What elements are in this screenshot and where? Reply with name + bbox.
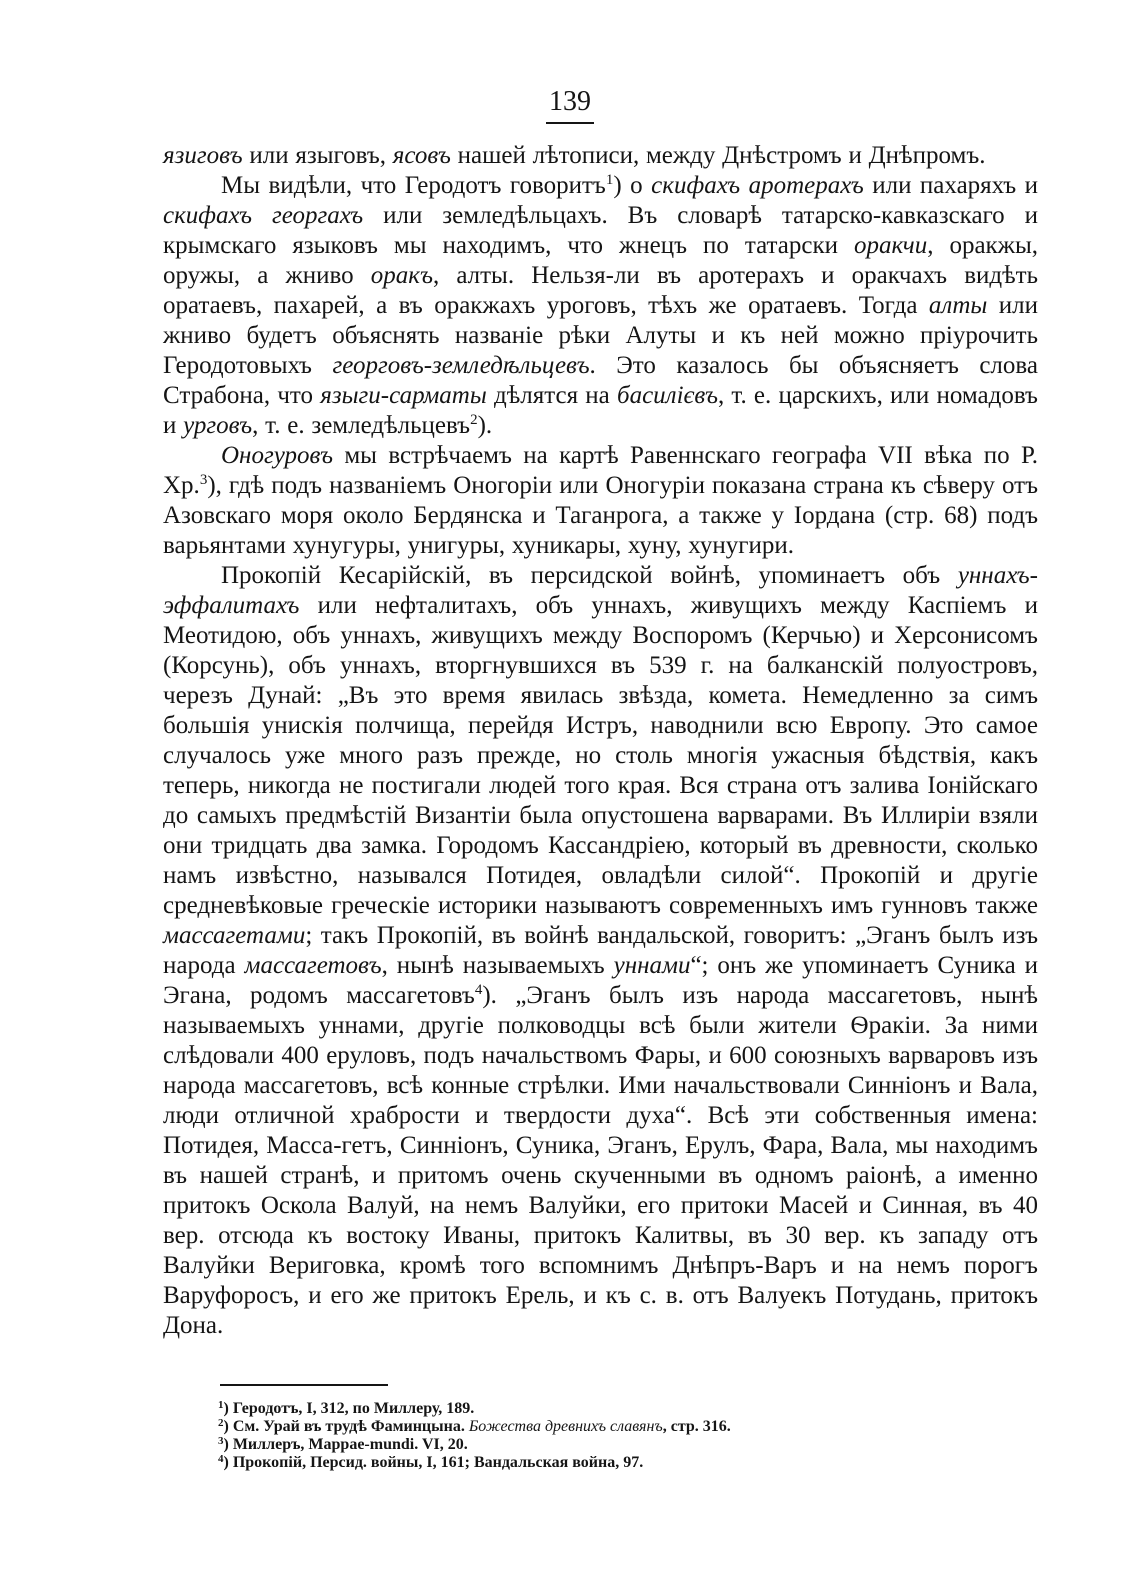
- text-run: нашей лѣтописи, между Днѣстромъ и Днѣпромъ.: [450, 142, 986, 169]
- text-run: ).: [477, 412, 493, 439]
- italic-term: урговъ: [183, 412, 253, 439]
- footnote: [218, 1400, 938, 1418]
- italic-term: языги-сарматы: [320, 382, 487, 409]
- text-run: . Это казалось бы объясняетъ слова Страбона, что: [163, 352, 1038, 409]
- footnote: [218, 1418, 938, 1436]
- footnote: [218, 1454, 938, 1472]
- paragraph: [163, 561, 1038, 1341]
- text-run: или жниво будетъ объяснять названіе рѣки Алуты и къ ней можно пріурочить Геродотовыхъ: [163, 292, 1038, 379]
- italic-term: массагетами: [163, 922, 306, 949]
- italic-term: алты: [928, 292, 988, 319]
- text-run: “; онъ же упоминаетъ Суника и Эгана, родомъ массагетовъ: [163, 952, 1038, 1009]
- footnote-mark: 2: [218, 1417, 224, 1429]
- footnote-ref: 2: [470, 412, 478, 428]
- italic-term: Оногуровъ: [221, 442, 333, 469]
- text-run: Мы видѣли, что Геродотъ говоритъ: [221, 172, 606, 199]
- footnote-rule: [220, 1384, 388, 1386]
- text-run: мы встрѣчаемъ на картѣ Равеннскаго географа VII вѣка по Р. Хр.: [163, 442, 1038, 499]
- text-run: ) Миллеръ, Mappae-mundi. VI, 20.: [223, 1436, 468, 1453]
- italic-term: басилієвъ: [617, 382, 718, 409]
- text-run: , стр. 316.: [662, 1418, 731, 1435]
- italic-term: ясовъ: [392, 142, 451, 169]
- footnote-ref: 4: [474, 982, 483, 998]
- italic-term: оракчи: [853, 232, 928, 259]
- footnote-ref: 3: [199, 472, 208, 488]
- footnotes: [218, 1400, 938, 1472]
- text-run: , т. е. земледѣльцевъ: [252, 412, 471, 439]
- text-run: или языговъ,: [242, 142, 393, 169]
- footnote: [218, 1436, 938, 1454]
- text-run: ), гдѣ подъ названіемъ Оногоріи или Оногуріи показана страна къ сѣверу отъ Азовскаго моря около Бердянска и Таганрога, а также у Іордана (стр. 68) подъ варьянтами хунугуры, унигуры, хуникары, хуну, хунугири.: [163, 472, 1038, 559]
- page-number-text: 139: [546, 86, 594, 124]
- footnote-mark: 1: [218, 1399, 224, 1411]
- paragraph: [163, 171, 1038, 441]
- text-run: ; такъ Прокопій, въ войнѣ вандальской, говоритъ: „Эганъ былъ изъ народа: [163, 922, 1038, 979]
- text-run: ). „Эганъ былъ изъ народа массагетовъ, нынѣ называемыхъ уннами, другіе полководцы всѣ были жители Ѳракіи. За ними слѣдовали 400 еруловъ, подъ начальствомъ Фары, и 600 союзныхъ варваровъ изъ народа массагетовъ, всѣ конные стрѣлки. Ими начальствовали Синніонъ и Вала, люди отличной храбрости и твердости духа“. Всѣ эти собственныя имена: Потидея, Масса-гетъ, Синніонъ, Суника, Эганъ, Ерулъ, Фара, Вала, мы находимъ въ нашей странѣ, и притомъ очень скученными въ одномъ раіонѣ, а именно притокъ Оскола Валуй, на немъ Валуйки, его притоки Масей и Синная, въ 40 вер. отсюда къ востоку Иваны, притокъ Калитвы, въ 30 вер. къ западу отъ Валуйки Вериговка, кромѣ того вспомнимъ Днѣпръ-Варъ и на немъ порогъ Варуфоросъ, и его же притокъ Ерель, и къ с. в. отъ Валуекъ Потудань, притокъ Дона.: [163, 982, 1038, 1339]
- text-run: , т. е. царскихъ, или номадовъ и: [163, 382, 1038, 439]
- italic-term: массагетовъ: [244, 952, 382, 979]
- italic-term: скифахъ георгахъ: [163, 202, 364, 229]
- text-run: или земледѣльцахъ. Въ словарѣ татарско-кавказскаго и крымскаго языковъ мы находимъ, что жнецъ по татарски: [163, 202, 1039, 259]
- footnote-mark: 4: [218, 1453, 224, 1465]
- italic-term: скифахъ аротерахъ: [651, 172, 864, 199]
- paragraph: [163, 141, 1038, 171]
- text-run: , алты. Нельзя-ли въ аротерахъ и оракчахъ видѣть оратаевъ, пахарей, а въ оракжахъ уроговъ, тѣхъ же оратаевъ. Тогда: [163, 262, 1038, 319]
- text-run: Прокопій Кесарійскій, въ персидской войнѣ, упоминаетъ объ: [221, 562, 958, 589]
- text-run: ) См. Урай въ трудѣ Фаминцына.: [223, 1418, 469, 1435]
- paragraph: [163, 441, 1038, 561]
- page-number: [0, 86, 1140, 124]
- text-run: , нынѣ называемыхъ: [381, 952, 614, 979]
- text-run: , оракжы, оружы, а жниво: [163, 232, 1039, 289]
- text-run: ) о: [613, 172, 652, 199]
- text-run: ) Прокопій, Персид. войны, I, 161; Вандальская война, 97.: [223, 1454, 644, 1471]
- text-run: или пахаряхъ и: [863, 172, 1039, 199]
- italic-term: уннами: [613, 952, 691, 979]
- text-run: ) Геродотъ, I, 312, по Миллеру, 189.: [223, 1400, 475, 1417]
- italic-term: георговъ-земледѣльцевъ: [332, 352, 590, 379]
- italic-term: оракъ: [370, 262, 433, 289]
- italic-term: уннахъ-эффалитахъ: [163, 562, 1038, 619]
- footnote-ref: 1: [605, 172, 614, 188]
- italic-term: Божества древнихъ славянъ: [468, 1418, 663, 1435]
- footnote-mark: 3: [218, 1435, 224, 1447]
- text-run: дѣлятся на: [486, 382, 618, 409]
- italic-term: язиговъ: [163, 142, 243, 169]
- text-run: или нефталитахъ, объ уннахъ, живущихъ между Каспіемъ и Меотидою, объ уннахъ, живущихъ между Воспоромъ (Керчью) и Херсонисомъ (Корсунь), объ уннахъ, вторгнувшихся въ 539 г. на балканскій полуостровъ, черезъ Дунай: „Въ это время явилась звѣзда, комета. Немедленно за симъ большія унискія полчища, перейдя Истръ, наводнили всю Европу. Это самое случалось уже много разъ прежде, но столь многія ужасныя бѣдствія, какъ теперь, никогда не постигали людей того края. Вся страна отъ залива Іонійскаго до самыхъ предмѣстій Византіи была опустошена варварами. Въ Иллиріи взяли они тридцать два замка. Городомъ Кассандріею, который въ древности, сколько намъ извѣстно, назывался Потидея, овладѣли силой“. Прокопій и другіе средневѣковые греческіе историки называютъ современныхъ имъ гунновъ также: [163, 592, 1038, 919]
- body-text: [163, 141, 1038, 1341]
